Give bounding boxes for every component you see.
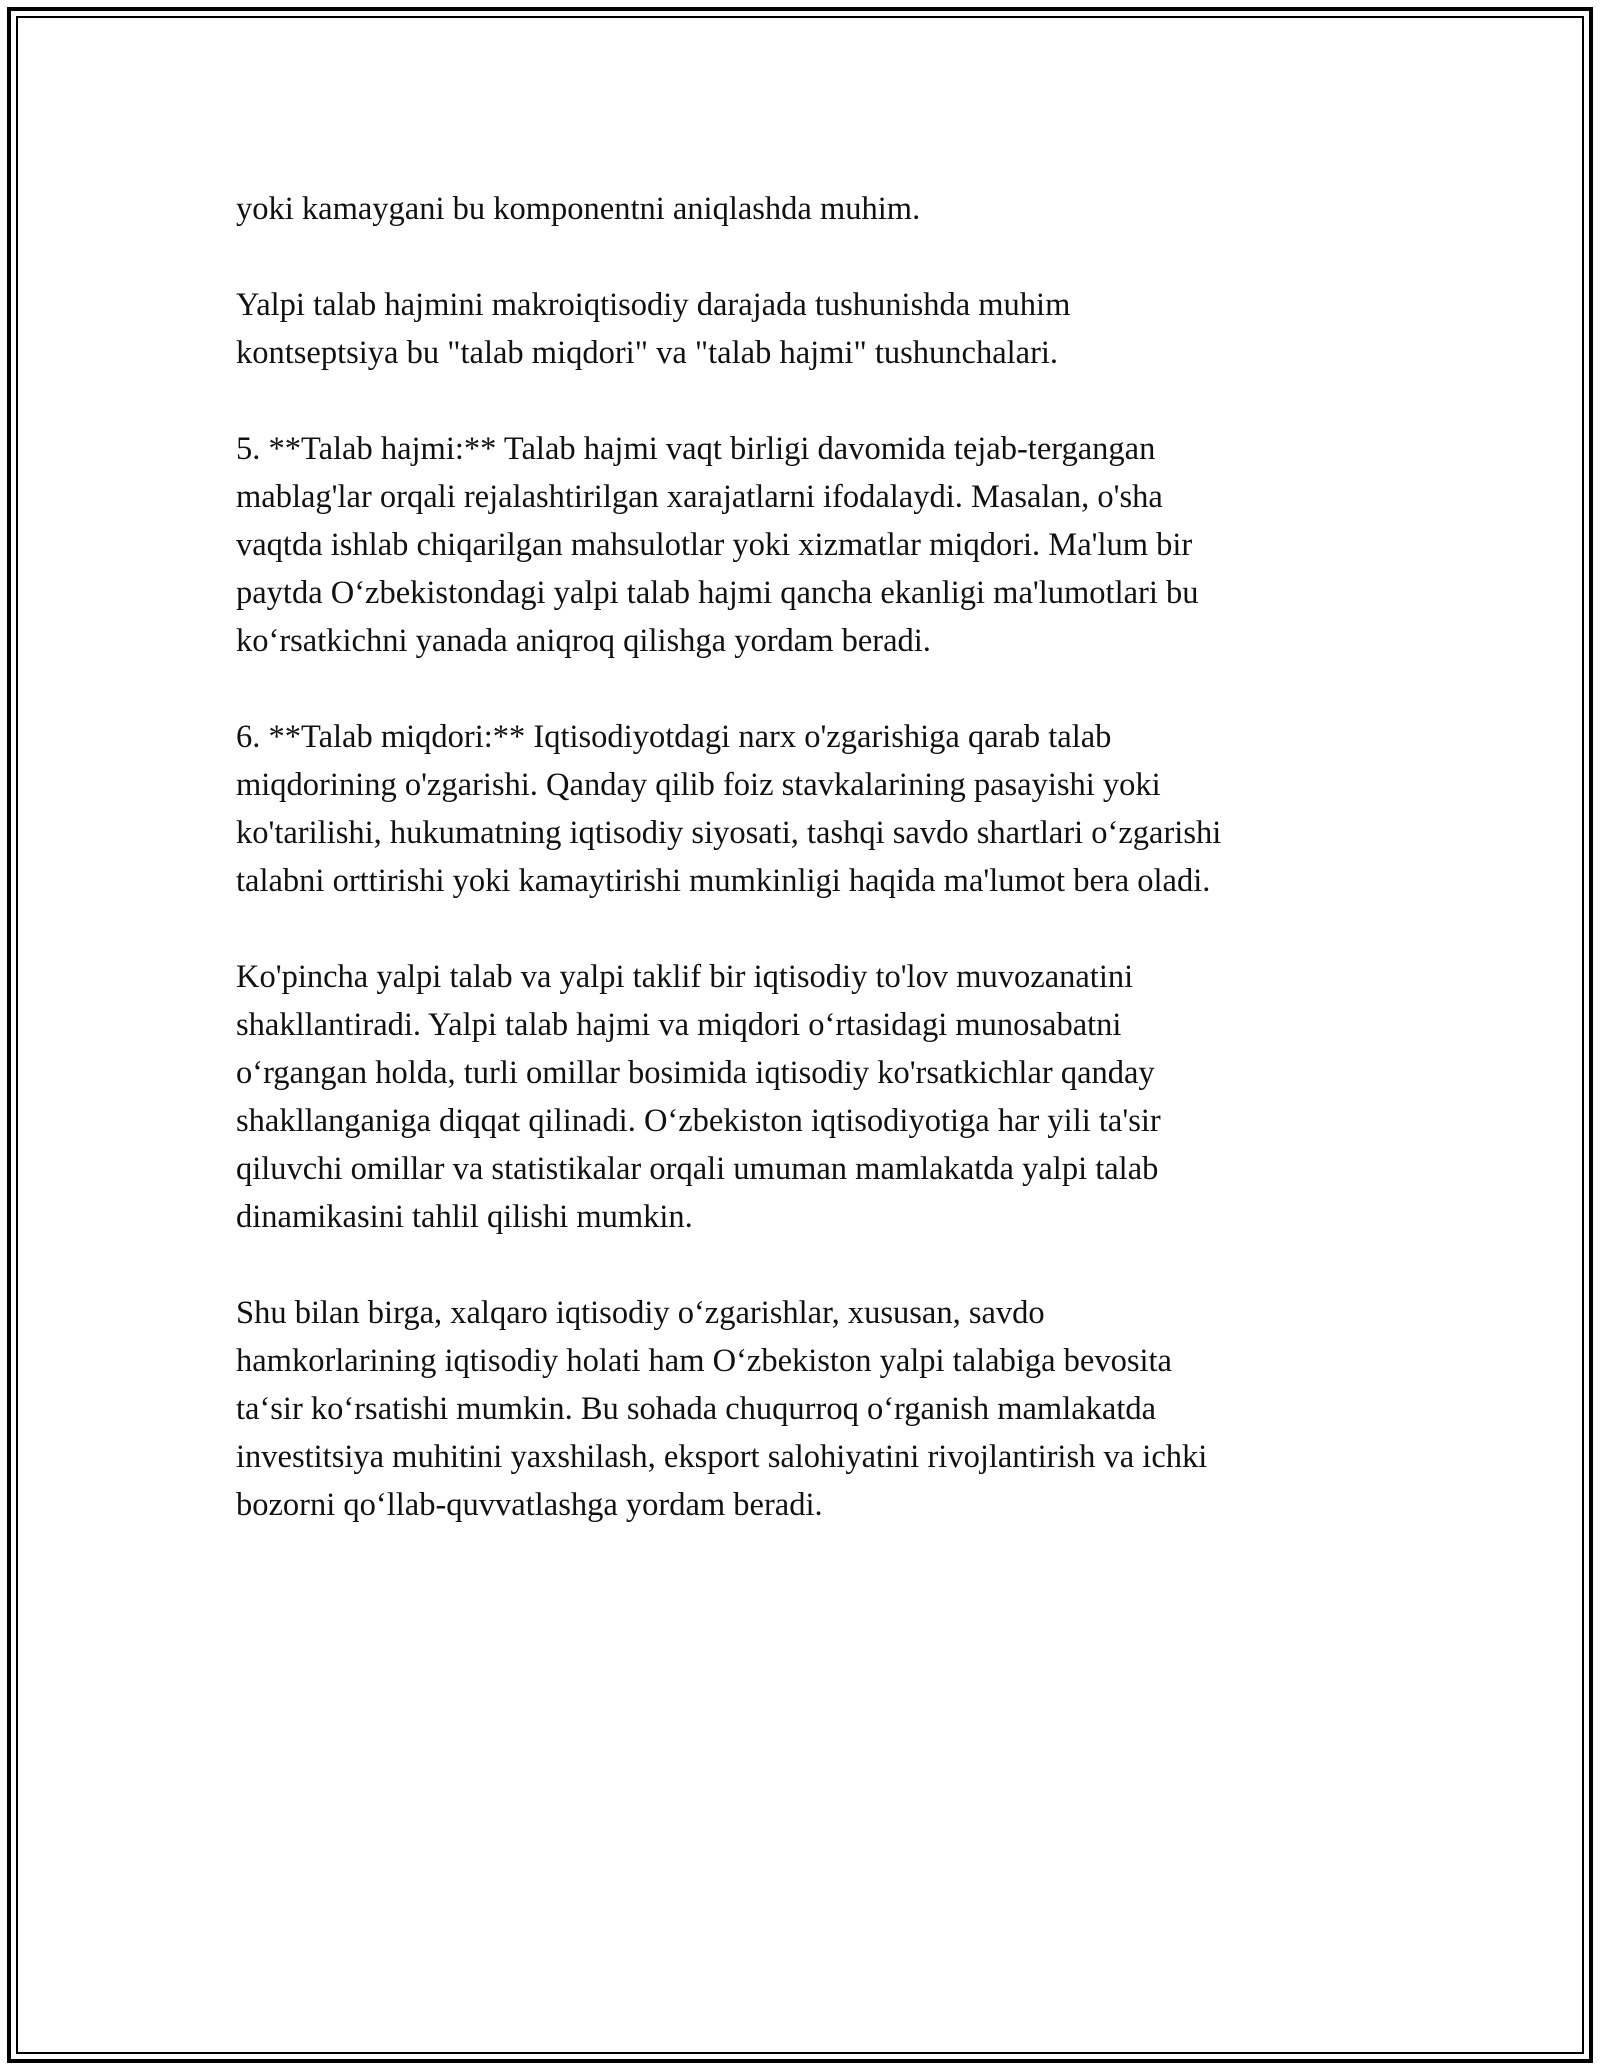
paragraph: Yalpi talab hajmini makroiqtisodiy darajada tushunishda muhim kontseptsiya bu "talab miqdori" va "talab hajmi" tushunchalari. (236, 287, 1071, 371)
paragraph: yoki kamaygani bu komponentni aniqlashda muhim. (236, 191, 921, 227)
paragraph: 6. **Talab miqdori:** Iqtisodiyotdagi narx o'zgarishiga qarab talab miqdorining o'zgarishi. Qanday qilib foiz stavkalarining pasayishi yoki ko'tarilishi, hukumatning iqtisodiy siyosati, tashqi savdo shartlari o‘zgarishi talabni orttirishi yoki kamaytirishi mumkinligi haqida ma'lumot bera oladi. (236, 719, 1222, 899)
document-body (236, 185, 1366, 1577)
paragraph: Ko'pincha yalpi talab va yalpi taklif bir iqtisodiy to'lov muvozanatini shakllantiradi. Yalpi talab hajmi va miqdori o‘rtasidagi munosabatni o‘rgangan holda, turli omillar bosimida iqtisodiy ko'rsatkichlar qanday shakllanganiga diqqat qilinadi. O‘zbekiston iqtisodiyotiga har yili ta'sir qiluvchi omillar va statistikalar orqali umuman mamlakatda yalpi talab dinamikasini tahlil qilishi mumkin. (236, 959, 1161, 1235)
paragraph: Shu bilan birga, xalqaro iqtisodiy o‘zgarishlar, xususan, savdo hamkorlarining iqtisodiy holati ham O‘zbekiston yalpi talabiga bevosita ta‘sir ko‘rsatishi mumkin. Bu sohada chuqurroq o‘rganish mamlakatda investitsiya muhitini yaxshilash, eksport salohiyatini rivojlantirish va ichki bozorni qo‘llab-quvvatlashga yordam beradi. (236, 1295, 1208, 1523)
paragraph: 5. **Talab hajmi:** Talab hajmi vaqt birligi davomida tejab-tergangan mablag'lar orqali rejalashtirilgan xarajatlarni ifodalaydi. Masalan, o'sha vaqtda ishlab chiqarilgan mahsulotlar yoki xizmatlar miqdori. Ma'lum bir paytda O‘zbekistondagi yalpi talab hajmi qancha ekanligi ma'lumotlari bu ko‘rsatkichni yanada aniqroq qilishga yordam beradi. (236, 431, 1199, 659)
